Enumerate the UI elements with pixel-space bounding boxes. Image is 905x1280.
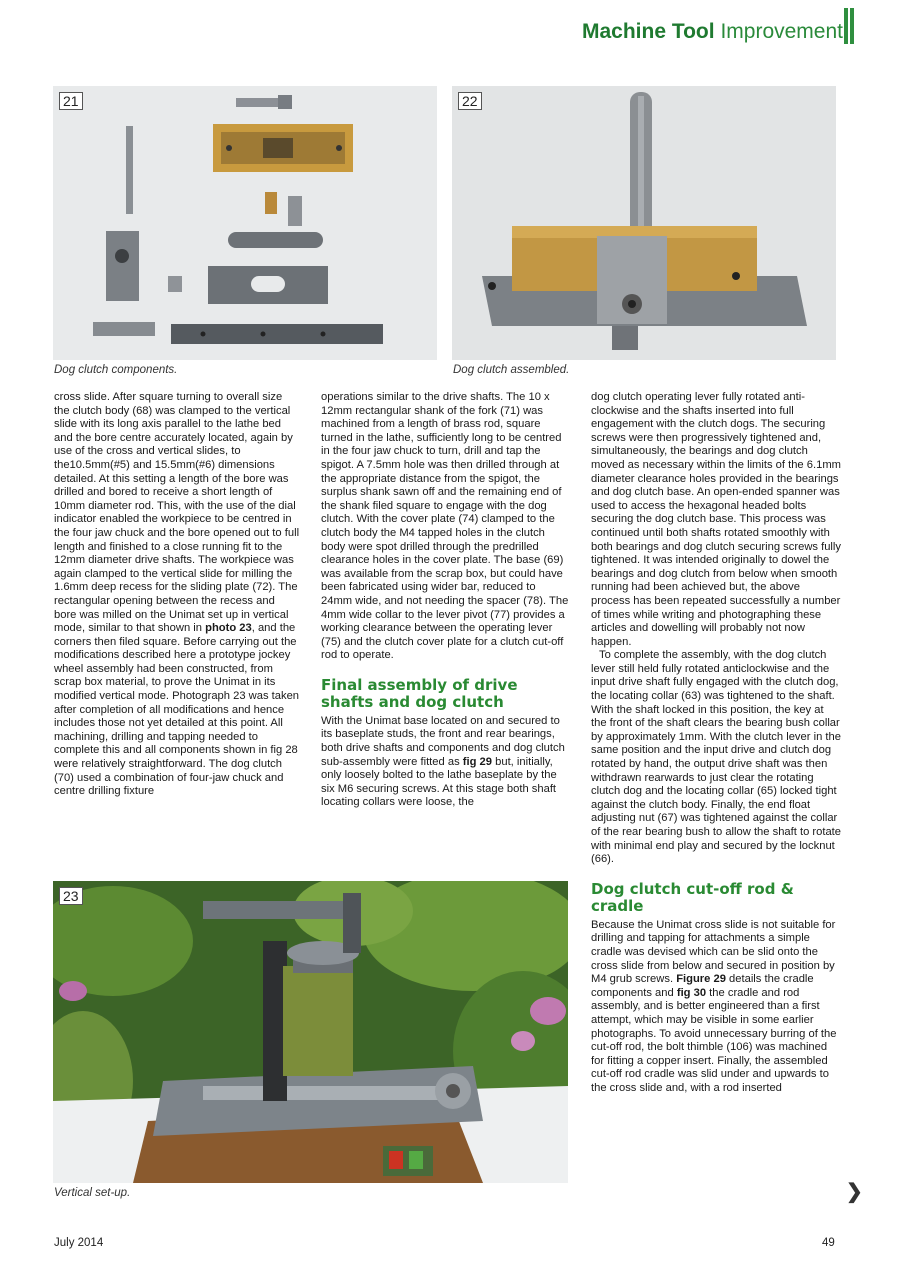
top-arm [203,901,353,919]
column1-paragraph [54,391,300,799]
photo-vertical-setup [53,881,568,1183]
caption-figure-23: Vertical set-up. [54,1187,131,1199]
page-number: 49 [822,1237,835,1249]
small-pin [288,196,302,226]
components-illustration [53,86,437,360]
column3-text-a: Because the Unimat cross slide is not suitable for drilling and tapping for attachments a simple cradle was devised which can be slid onto the cross slide from below and secured in position by M4 grub screws. [591,918,836,986]
brass-bush [265,192,277,214]
knurled-screw [236,98,278,107]
header-bar-1 [844,8,848,44]
heading-cut-off-rod: Dog clutch cut-off rod & cradle [591,879,794,915]
column2-paragraph-1: operations similar to the drive shafts. The 10 x 12mm rectangular shank of the fork (71) was machined from a length of brass rod, square turned in the lathe, sufficiently long to be centred in the four jaw chuck to turn, drill and tap the spigot. A 7.5mm hole was then drilled through at the appropriate distance from the spigot, the surplus shank sawn off and the remaining end of the shank filed square to engage with the dog clutch. With the cover plate (74) clamped to the clutch body the M4 tapped holes in the clutch body were spot drilled through the predrilled clearance holes in the cover plate. The base (69) was available from the scrap box, but could have been fabricated using wider bar, reduced to 24mm wide, and not needing the spacer (78). The 4mm wide collar to the lever pivot (77) provides a working clearance between the operating lever (75) and the clutch cover plate for a clutch cut-off rod to operate. [321,391,569,662]
column1-bold-ref: photo 23 [205,622,252,635]
column3-paragraph-2: To complete the assembly, with the dog clutch lever still held fully rotated anticlockwise and the input drive shaft fully engaged with the clutch dog, the locating collar (63) was tightened to the shaft. With the shaft locked in this position, the key at the front of the shaft clears the bearing bush collar by approximately 1mm. With the clutch lever in the same position and the input drive and clutch dog rotated by hand, the output drive shaft was then withdrawn rearwards to just clear the rotating clutch dog and the locating collar (65) locked tight against the clutch body. Finally, the end float adjusting nut (67) was tightened against the collar of the rear bearing bush to allow the shaft to rotate with minimal end play and secured by the locknut (66). [591,649,842,866]
header-bar-2 [850,8,854,44]
column3-bold-ref-2: fig 30 [676,986,707,999]
figure-number-21: 21 [59,92,83,110]
clutch-dog-block [106,231,139,301]
column3-text-b: details the cradle components and [591,973,814,999]
text-column-3 [591,391,841,1096]
column3-bold-ref-1: Figure 29 [676,973,726,986]
heading-final-assembly: Final assembly of drive shafts and dog clutch [321,675,518,711]
header-title-bold: Machine Tool [581,20,715,43]
shaft-rod [126,126,133,214]
flat-bar [228,232,323,248]
column2-paragraph-2 [321,715,569,810]
column3-paragraph-1: dog clutch operating lever fully rotated anti-clockwise and the shafts inserted into full engagement with the clutch dogs. The securing screws were then progressively tightened and, simultaneously, the bearings and dog clutch moved as necessary within the limits of the 6.1mm diameter clearance holes provided in the bearings and dog clutch base. An open-ended spanner was used to access the hexagonal headed bolts securing the dog clutch base. This process was continued until both shafts rotated smoothly with both bearings and dog clutch securing screws fully tightened. It was intended originally to dowel the bearings and dog clutch from below when smooth running had been achieved but, the above process has been repeated successfully a number of times while writing and photographing these articles and dowelling will probably not now happen. [591,391,841,648]
figure-number-22: 22 [458,92,482,110]
vertical-setup-illustration [53,881,568,1183]
photo-dog-clutch-components [53,86,437,360]
footer-date: July 2014 [54,1237,104,1249]
running-header [582,20,843,44]
green-headstock [283,966,353,1076]
column2-text-a: With the Unimat base located on and secured to its baseplate studs, the front and rear bearings, both drive shafts and components and dog clutch sub-assembly were fitted as [321,714,565,768]
caption-figure-21: Dog clutch components. [54,364,178,376]
photo-dog-clutch-assembled [452,86,836,360]
figure-number-23: 23 [59,887,83,905]
column1-text-b: , and the corners then filed square. Before carrying out the modifications described here a prototype jockey wheel assembly had been constructed, from scrap box material, to prove the Unimat in its modified vertical mode. Photograph 23 was taken after completion of all modifications and hence includes those not yet detailed at this point. All machining, drilling and tapping needed to complete this and all components shown in fig 28 were relatively straightforward. The dog clutch (70) used a combination of four-jaw chuck and centre drilling fixture [54,622,300,798]
column2-bold-ref: fig 29 [462,755,493,768]
column2-text-b: but, initially, only loosely bolted to the lathe baseplate by the six M6 securing screws. At this stage both shaft locating collars were loose, the [321,755,557,809]
text-column-1 [54,391,300,799]
caption-figure-22: Dog clutch assembled. [453,364,570,376]
column3-text-c: the cradle and rod assembly, and is better engineered than a first attempt, which may be visible in some earlier photographs. To avoid unnecessary burring of the cut-off rod, the bolt thimble (106) was machined for fitting a copper insert. Finally, the assembled cut-off rod cradle was slid under and upwards to the cross slide and, with a rod inserted [591,986,837,1094]
column3-paragraph-3 [591,919,841,1096]
chevron-right-icon: ❯ [846,1181,863,1203]
assembled-illustration [452,86,836,360]
header-title-light: Improvement [720,20,843,43]
small-bar [93,322,155,336]
text-column-2 [321,391,569,810]
column1-text-a: cross slide. After square turning to overall size the clutch body (68) was clamped to the vertical slide with its long axis parallel to the lathe bed and the bore centre accurately located, again by use of the cross and vertical slides, to the10.5mm(#5) and 15.5mm(#6) dimensions detailed. At this setting a length of the bore was drilled and bored to receive a short length of 10mm diameter rod. This, with the use of the dial indicator enabled the workpiece to be centred in the four jaw chuck and the bore opened out to full length and finished to a close running fit to the 12mm diameter drive shafts. The workpiece was again clamped to the vertical slide for milling the 1.6mm deep recess for the sliding plate (72). The rectangular opening between the recess and bore was milled on the Unimat set up in vertical mode, similar to that shown in [54,391,300,635]
